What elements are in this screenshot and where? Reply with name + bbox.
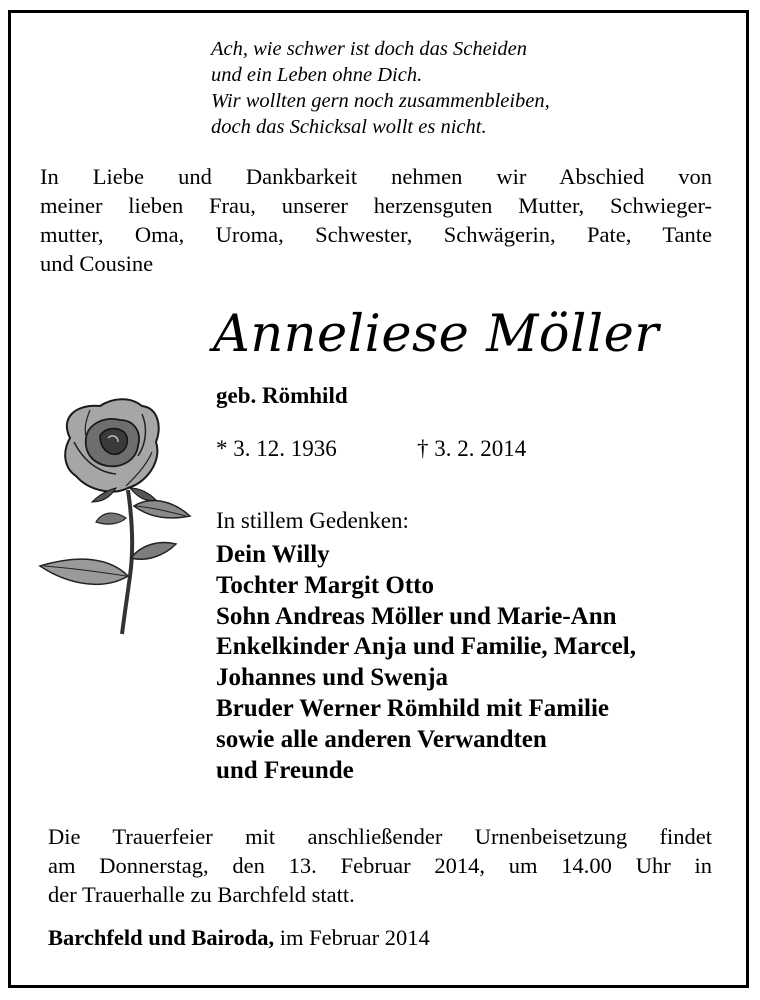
intro-line: und Cousine: [40, 251, 154, 276]
mourner-line: Dein Willy: [216, 541, 330, 568]
ceremony-line: der Trauerhalle zu Barchfeld statt.: [48, 882, 355, 907]
mourner-line: Johannes und Swenja: [216, 664, 449, 692]
poem-line: Ach, wie schwer ist doch das Scheiden: [211, 38, 527, 60]
poem-line: doch das Schicksal wollt es nicht.: [211, 116, 487, 138]
mourner-line: Bruder Werner Römhild mit Familie: [216, 694, 610, 722]
mourner-line: und Freunde: [216, 756, 354, 784]
birth-date: * 3. 12. 1936: [216, 436, 337, 461]
ceremony-line: am Donnerstag, den 13. Februar 2014, um 14.00 Uhr in: [48, 853, 712, 878]
intro-line: mutter, Oma, Uroma, Schwester, Schwägerin, Pate, Tante: [40, 222, 712, 247]
poem-line: Wir wollten gern noch zusammenbleiben,: [211, 90, 550, 112]
mourner-line: Tochter Margit Otto: [216, 571, 435, 599]
poem-line: und ein Leben ohne Dich.: [211, 64, 423, 86]
ceremony-info: [48, 822, 712, 909]
ceremony-line: Die Trauerfeier mit anschließender Urnenbeisetzung findet: [48, 824, 712, 849]
deceased-name: Anneliese Möller: [213, 305, 660, 364]
intro-line: In Liebe und Dankbarkeit nehmen wir Abschied von: [40, 164, 712, 189]
poem: [211, 36, 671, 140]
in-memory-heading: In stillem Gedenken:: [216, 508, 409, 533]
mourner-line: sowie alle anderen Verwandten: [216, 725, 547, 753]
death-date: † 3. 2. 2014: [417, 436, 527, 461]
mourner-line: Sohn Andreas Möller und Marie-Ann: [216, 602, 617, 630]
intro-line: meiner lieben Frau, unserer herzensguten Mutter, Schwieger-: [40, 193, 712, 218]
place-names: Barchfeld und Bairoda,: [48, 925, 275, 950]
mourners-list: [216, 540, 636, 786]
intro-text: [40, 162, 712, 278]
birth-name: geb. Römhild: [216, 383, 348, 408]
rose-icon: [30, 398, 210, 636]
mourner-line: Enkelkinder Anja und Familie, Marcel,: [216, 633, 636, 661]
place-date: im Februar 2014: [274, 925, 430, 950]
life-dates: [216, 434, 527, 464]
place-and-date: [48, 923, 430, 953]
